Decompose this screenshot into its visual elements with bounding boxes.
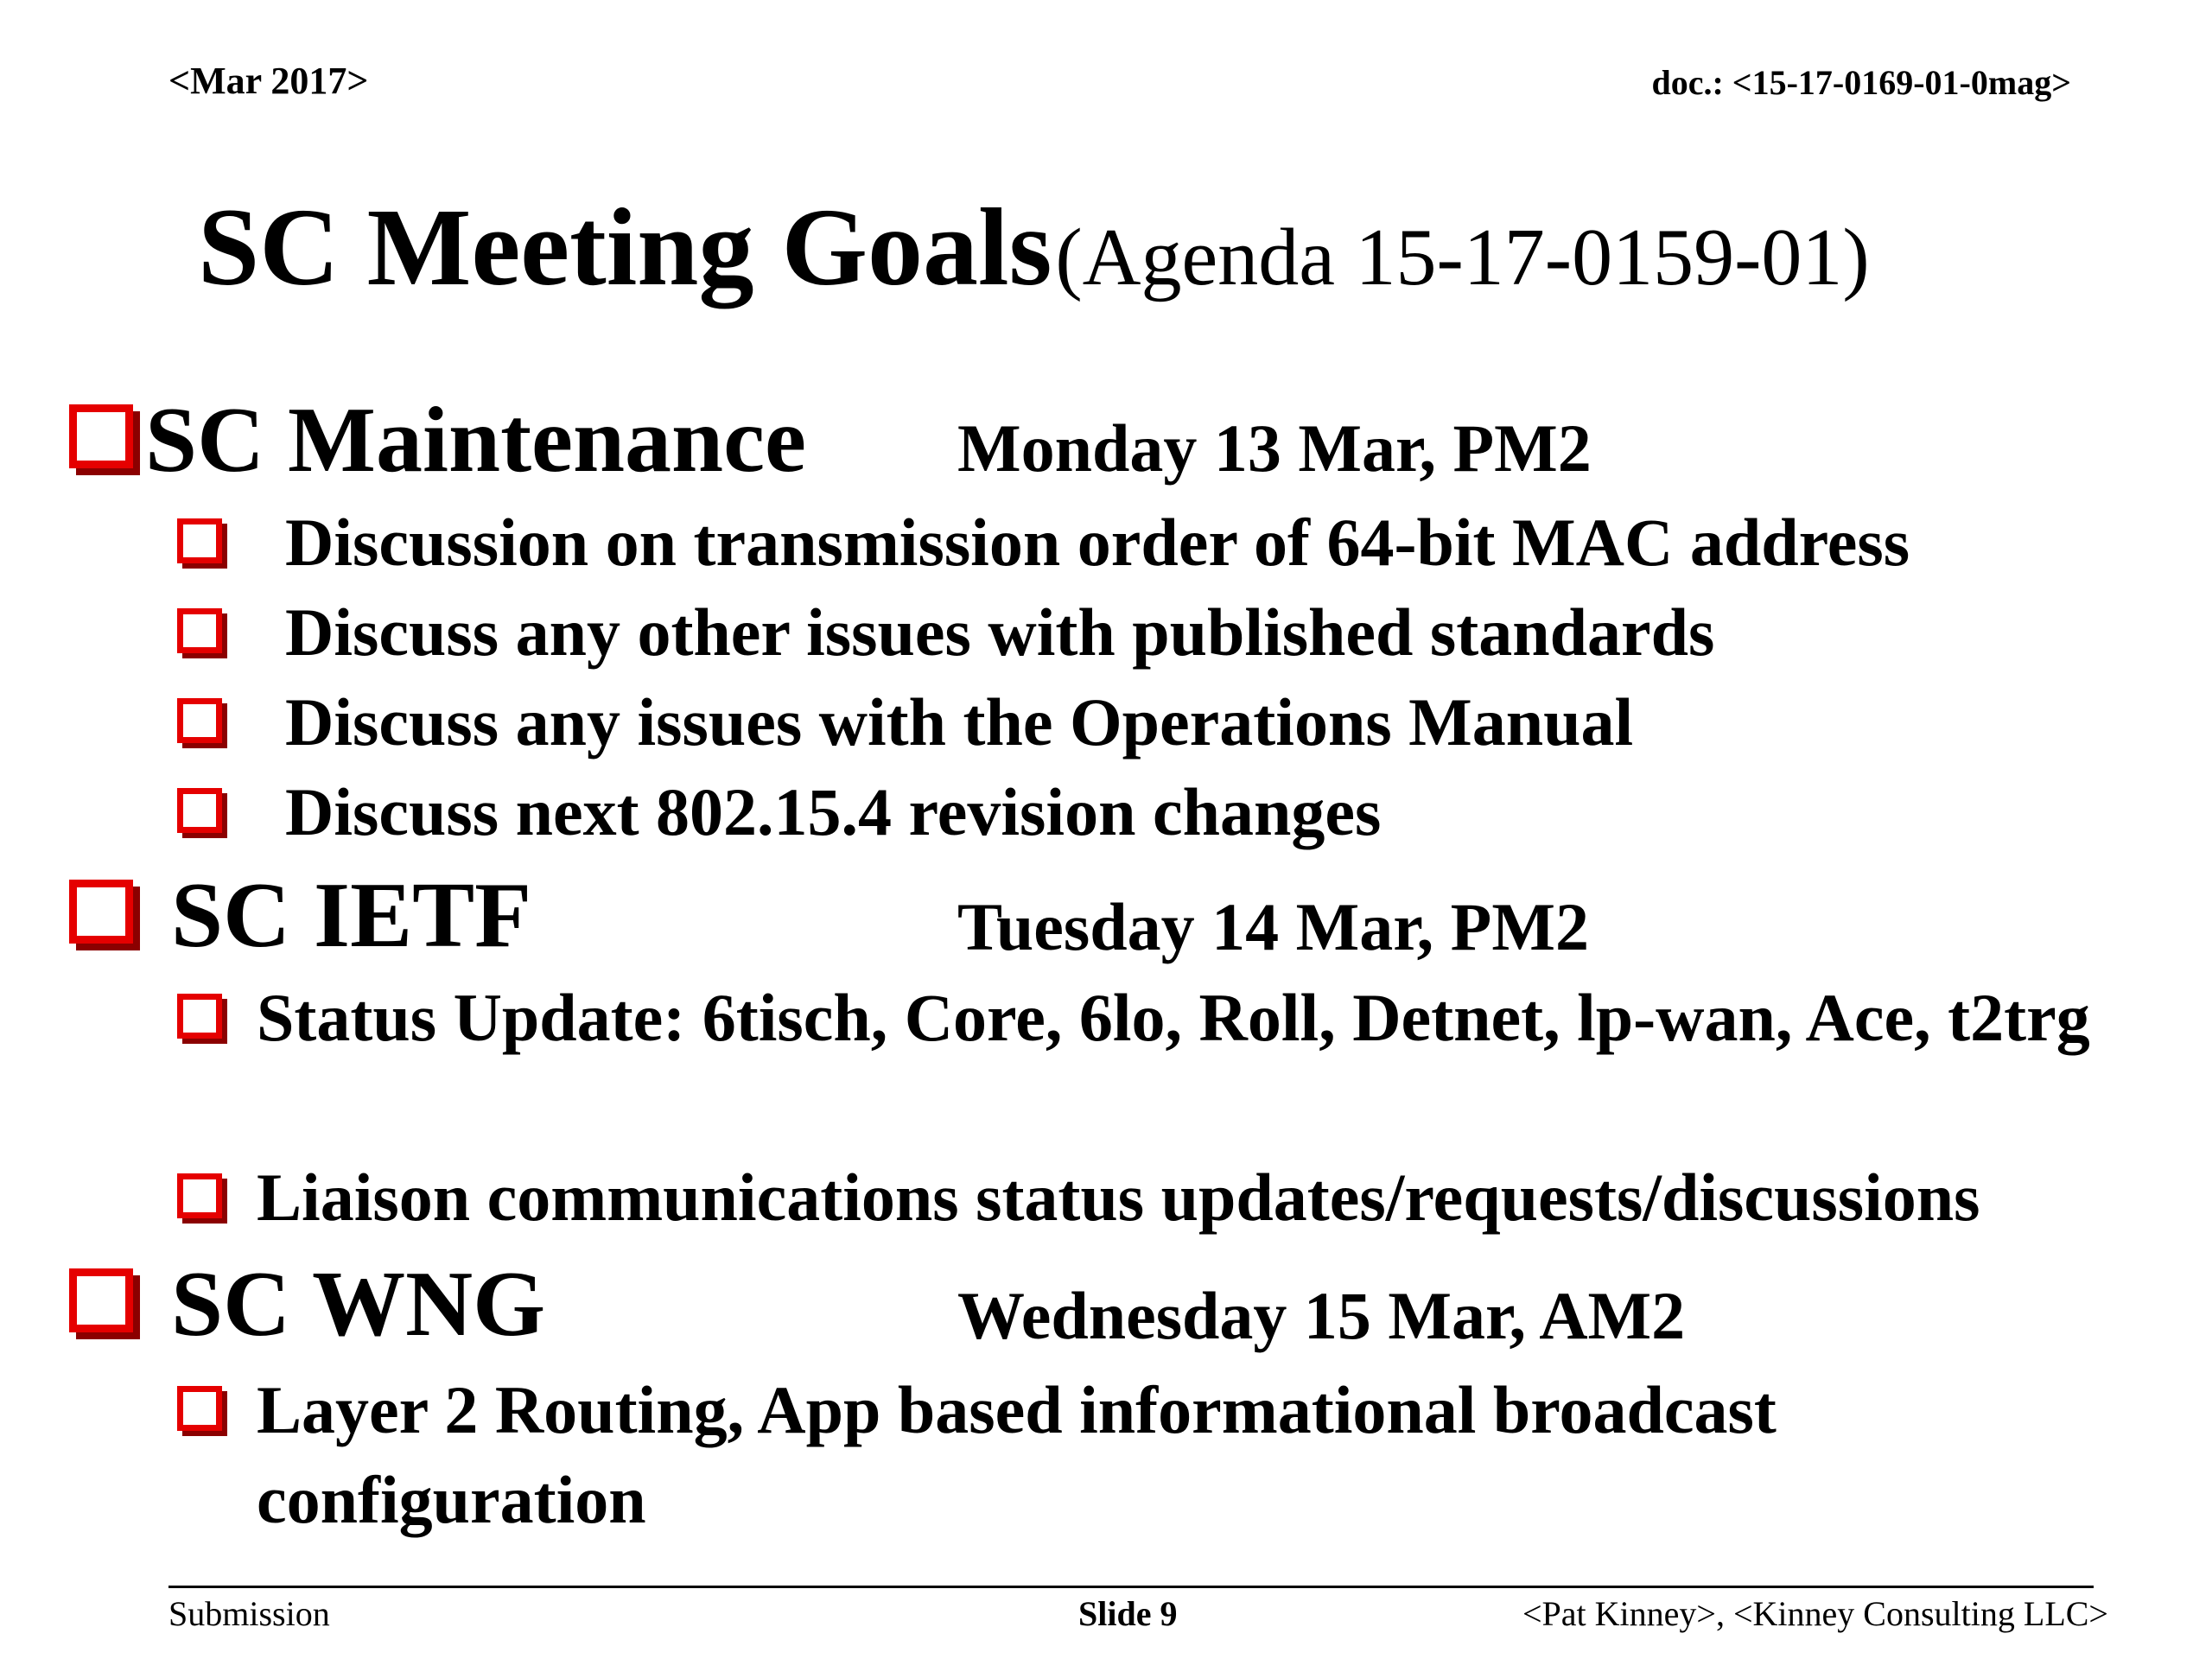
section-checkbox-icon (69, 880, 133, 944)
header-doc-number: doc.: <15-17-0169-01-0mag> (1651, 63, 2071, 102)
section-checkbox-icon (69, 404, 133, 468)
section-time-wng: Wednesday 15 Mar, AM2 (957, 1278, 1686, 1353)
agenda-item: Discuss next 802.15.4 revision changes (285, 774, 1382, 849)
footer-slide-number: Slide 9 (1078, 1594, 1178, 1633)
section-title-ietf: SC IETF (171, 864, 532, 967)
section-time-ietf: Tuesday 14 Mar, PM2 (957, 889, 1589, 964)
item-checkbox-icon (177, 698, 222, 743)
slide-title (198, 186, 1870, 308)
footer-submission: Submission (168, 1594, 330, 1633)
section-checkbox-icon (69, 1268, 133, 1332)
item-checkbox-icon (177, 788, 222, 833)
agenda-item: Discuss any other issues with published standards (285, 594, 1715, 670)
agenda-item: Liaison communications status updates/requests/discussions (257, 1160, 1980, 1235)
agenda-item: Discuss any issues with the Operations Manual (285, 684, 1634, 760)
agenda-item: Discussion on transmission order of 64-bit MAC address (285, 505, 1910, 580)
section-title-maintenance: SC Maintenance (145, 389, 806, 492)
header-date: <Mar 2017> (168, 60, 369, 102)
title-subtitle: (Agenda 15-17-0159-01) (1055, 213, 1870, 302)
agenda-item: Status Update: 6tisch, Core, 6lo, Roll, Detnet, lp-wan, Ace, t2trg (257, 980, 2090, 1055)
item-checkbox-icon (177, 1173, 222, 1218)
item-checkbox-icon (177, 608, 222, 653)
item-checkbox-icon (177, 518, 222, 563)
section-title-wng: SC WNG (171, 1253, 546, 1356)
item-checkbox-icon (177, 1386, 222, 1431)
section-time-maintenance: Monday 13 Mar, PM2 (957, 410, 1592, 486)
title-main: SC Meeting Goals (198, 186, 1052, 308)
agenda-item: Layer 2 Routing, App based informational broadcast configuration (257, 1372, 1777, 1537)
footer-author: <Pat Kinney>, <Kinney Consulting LLC> (1522, 1594, 2108, 1633)
footer-divider (168, 1586, 2094, 1588)
item-checkbox-icon (177, 994, 222, 1039)
